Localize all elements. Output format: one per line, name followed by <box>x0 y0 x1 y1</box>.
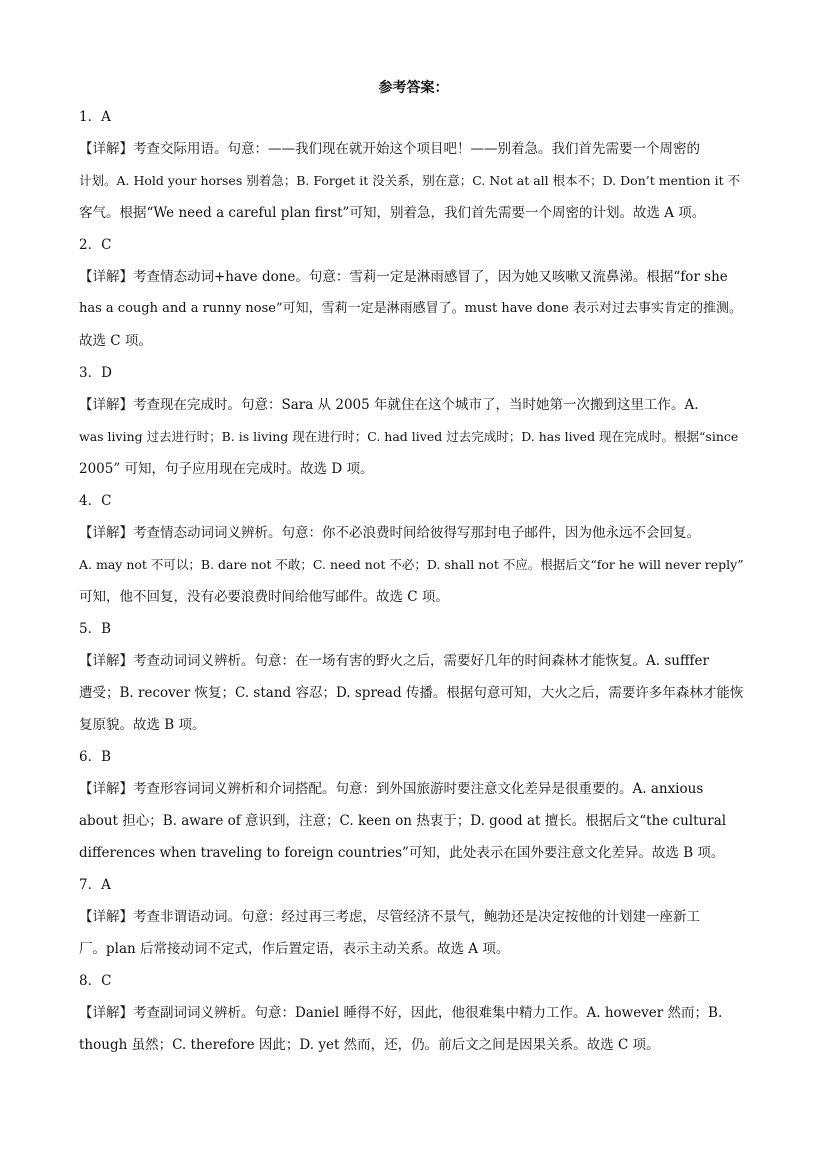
explanation-line: A. may not 不可以；B. dare not 不敢；C. need not 不必；D. shall not 不应。根据后文“for he will never reply” <box>79 557 744 572</box>
page-title: 参考答案： <box>378 80 449 96</box>
explanation-line: about 担心；B. aware of 意识到，注意；C. keen on 热衷于；D. good at 擅长。根据后文“the cultural <box>79 813 727 829</box>
answer-number: 5．B <box>79 621 112 637</box>
explanation-line: 2005” 可知，句子应用现在完成时。故选 D 项。 <box>79 461 374 477</box>
explanation-line: 复原貌。故选 B 项。 <box>79 717 206 733</box>
explanation-line: 计划。A. Hold your horses 别着急；B. Forget it 没关系，别在意；C. Not at all 根本不；D. Don’t mention it 不 <box>79 173 741 188</box>
answer-number: 3．D <box>79 365 112 381</box>
answer-number: 7．A <box>79 877 111 893</box>
explanation-line: 可知，他不回复，没有必要浪费时间给他写邮件。故选 C 项。 <box>79 589 449 605</box>
explanation-line: 【详解】考查现在完成时。句意：Sara 从 2005 年就住在这个城市了，当时她第一次搬到这里工作。A. <box>79 397 699 413</box>
answer-item-6 <box>79 747 749 875</box>
explanation-line: 遭受；B. recover 恢复；C. stand 容忍；D. spread 传播。根据句意可知，大火之后，需要许多年森林才能恢 <box>79 685 744 701</box>
explanation-line: though 虽然；C. therefore 因此；D. yet 然而，还，仍。前后文之间是因果关系。故选 C 项。 <box>79 1037 660 1053</box>
answer-list <box>79 107 749 1067</box>
answer-item-7 <box>79 875 749 971</box>
explanation-line: 【详解】考查形容词词义辨析和介词搭配。句意：到外国旅游时要注意文化差异是很重要的。A. anxious <box>79 781 704 797</box>
answer-number: 1．A <box>79 109 111 125</box>
explanation-line: 【详解】考查副词词义辨析。句意：Daniel 睡得不好，因此，他很难集中精力工作。A. however 然而；B. <box>79 1005 723 1021</box>
explanation-line: 客气。根据“We need a careful plan first”可知，别着急，我们首先需要一个周密的计划。故选 A 项。 <box>79 205 706 221</box>
explanation-line: 【详解】考查情态动词+have done。句意：雪莉一定是淋雨感冒了，因为她又咳嗽又流鼻涕。根据“for she <box>79 269 728 285</box>
answer-item-3 <box>79 363 749 491</box>
explanation-line: was living 过去进行时；B. is living 现在进行时；C. had lived 过去完成时；D. has lived 现在完成时。根据“since <box>79 429 739 444</box>
explanation-line: 厂。plan 后常接动词不定式，作后置定语，表示主动关系。故选 A 项。 <box>79 941 510 957</box>
answer-item-4 <box>79 491 749 619</box>
explanation-line: 【详解】考查非谓语动词。句意：经过再三考虑，尽管经济不景气，鲍勃还是决定按他的计划建一座新工 <box>79 909 700 925</box>
answer-number: 6．B <box>79 749 112 765</box>
answer-number: 4．C <box>79 493 112 509</box>
explanation-line: has a cough and a runny nose”可知，雪莉一定是淋雨感冒了。must have done 表示对过去事实肯定的推测。 <box>79 301 742 316</box>
explanation-line: 【详解】考查情态动词词义辨析。句意：你不必浪费时间给彼得写那封电子邮件，因为他永远不会回复。 <box>79 525 700 541</box>
answer-number: 2．C <box>79 237 112 253</box>
answer-item-5 <box>79 619 749 747</box>
answer-item-1 <box>79 107 749 235</box>
explanation-line: differences when traveling to foreign countries”可知，此处表示在国外要注意文化差异。故选 B 项。 <box>79 845 725 861</box>
explanation-line: 【详解】考查动词词义辨析。句意：在一场有害的野火之后，需要好几年的时间森林才能恢复。A. sufffer <box>79 653 709 669</box>
answer-number: 8．C <box>79 973 112 989</box>
explanation-line: 故选 C 项。 <box>79 333 152 349</box>
answer-item-2 <box>79 235 749 363</box>
explanation-line: 【详解】考查交际用语。句意：——我们现在就开始这个项目吧！——别着急。我们首先需要一个周密的 <box>79 141 700 157</box>
answer-item-8 <box>79 971 749 1067</box>
